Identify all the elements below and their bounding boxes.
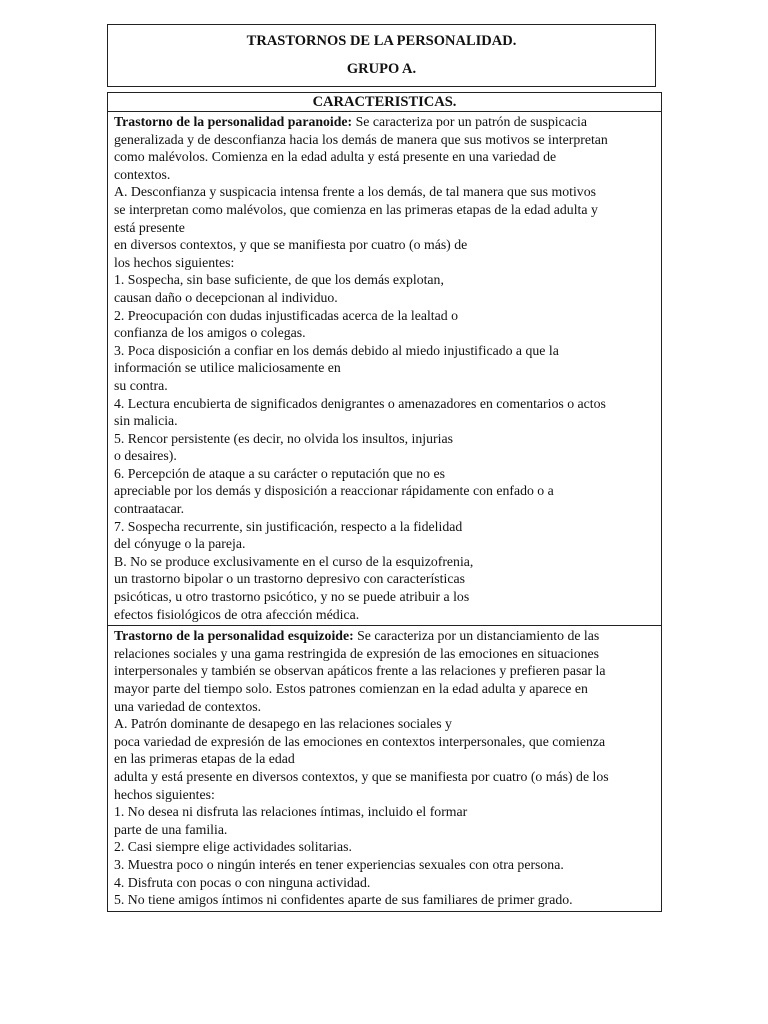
text-line: del cónyuge o la pareja.	[114, 536, 246, 552]
text-line: contextos.	[114, 166, 171, 182]
text-line: apreciable por los demás y disposición a reaccionar rápidamente con enfado o a	[114, 483, 554, 499]
text-line: 2. Casi siempre elige actividades solitarias.	[114, 839, 352, 855]
table-heading: CARACTERISTICAS.	[108, 93, 661, 112]
text-line: parte de una familia.	[114, 821, 228, 837]
text-line: 6. Percepción de ataque a su carácter o reputación que no es	[114, 465, 445, 481]
text-line: 5. Rencor persistente (es decir, no olvida los insultos, injurias	[114, 430, 453, 446]
section-schizoid	[108, 625, 661, 911]
text-line: en las primeras etapas de la edad	[114, 751, 295, 767]
text-line: 2. Preocupación con dudas injustificadas acerca de la lealtad o	[114, 307, 459, 323]
title-box	[107, 24, 656, 87]
section-title: Trastorno de la personalidad esquizoide:	[114, 628, 354, 644]
text-line: B. No se produce exclusivamente en el curso de la esquizofrenia,	[114, 553, 474, 569]
section-lead-text: Se caracteriza por un patrón de suspicacia	[352, 114, 587, 129]
text-line: los hechos siguientes:	[114, 254, 235, 270]
document-title: TRASTORNOS DE LA PERSONALIDAD.	[246, 33, 517, 49]
section-lead-line	[114, 627, 655, 645]
text-line: un trastorno bipolar o un trastorno depresivo con características	[114, 571, 465, 587]
section-title: Trastorno de la personalidad paranoide:	[114, 114, 353, 129]
text-line: en diversos contextos, y que se manifiesta por cuatro (o más) de	[114, 237, 468, 253]
text-line: información se utilice maliciosamente en	[114, 360, 341, 376]
text-line: 3. Muestra poco o ningún interés en tener experiencias sexuales con otra persona.	[114, 856, 564, 872]
text-line: interpersonales y también se observan apáticos frente a las relaciones y prefieren pasar la	[114, 663, 606, 679]
text-line: mayor parte del tiempo solo. Estos patrones comienzan en la edad adulta y aparece en	[114, 681, 588, 696]
text-line: poca variedad de expresión de las emociones en contextos interpersonales, que comienza	[114, 733, 606, 749]
text-line: 1. No desea ni disfruta las relaciones íntimas, incluido el formar	[114, 804, 468, 820]
text-line: 4. Lectura encubierta de significados denigrantes o amenazadores en comentarios o actos	[114, 395, 606, 411]
text-line: 7. Sospecha recurrente, sin justificación, respecto a la fidelidad	[114, 518, 463, 534]
text-line: efectos fisiológicos de otra afección médica.	[114, 606, 360, 622]
text-line: se interpretan como malévolos, que comienza en las primeras etapas de la edad adulta y	[114, 201, 598, 217]
text-line: como malévolos. Comienza en la edad adulta y está presente en una variedad de	[114, 149, 557, 165]
text-line: una variedad de contextos.	[114, 698, 262, 714]
text-line: 5. No tiene amigos íntimos ni confidentes aparte de sus familiares de primer grado.	[114, 892, 573, 908]
text-line: generalizada y de desconfianza hacia los demás de manera que sus motivos se interpretan	[114, 131, 608, 147]
section-lead-line	[114, 113, 655, 131]
text-line: contraatacar.	[114, 501, 185, 517]
text-line: adulta y está presente en diversos contextos, y que se manifiesta por cuatro (o más) de los	[114, 768, 609, 784]
text-line: 3. Poca disposición a confiar en los demás debido al miedo injustificado a que la	[114, 342, 559, 358]
text-line: sin malicia.	[114, 413, 178, 429]
text-line: A. Desconfianza y suspicacia intensa frente a los demás, de tal manera que sus motivos	[114, 184, 596, 200]
group-label: GRUPO A.	[346, 61, 417, 77]
characteristics-table	[107, 92, 662, 912]
text-line: confianza de los amigos o colegas.	[114, 325, 306, 341]
text-line: 1. Sospecha, sin base suficiente, de que los demás explotan,	[114, 272, 444, 288]
text-line: causan daño o decepcionan al individuo.	[114, 289, 338, 305]
text-line: está presente	[114, 219, 185, 235]
text-line: relaciones sociales y una gama restringida de expresión de las emociones en situaciones	[114, 645, 600, 661]
text-line: A. Patrón dominante de desapego en las relaciones sociales y	[114, 716, 452, 732]
text-line: hechos siguientes:	[114, 786, 215, 802]
section-lead-text: Se caracteriza por un distanciamiento de las	[353, 628, 600, 644]
text-line: su contra.	[114, 377, 168, 393]
section-paranoid	[108, 112, 661, 625]
text-line: psicóticas, u otro trastorno psicótico, y no se puede atribuir a los	[114, 589, 470, 605]
text-line: 4. Disfruta con pocas o con ninguna actividad.	[114, 874, 371, 890]
text-line: o desaires).	[114, 448, 177, 464]
